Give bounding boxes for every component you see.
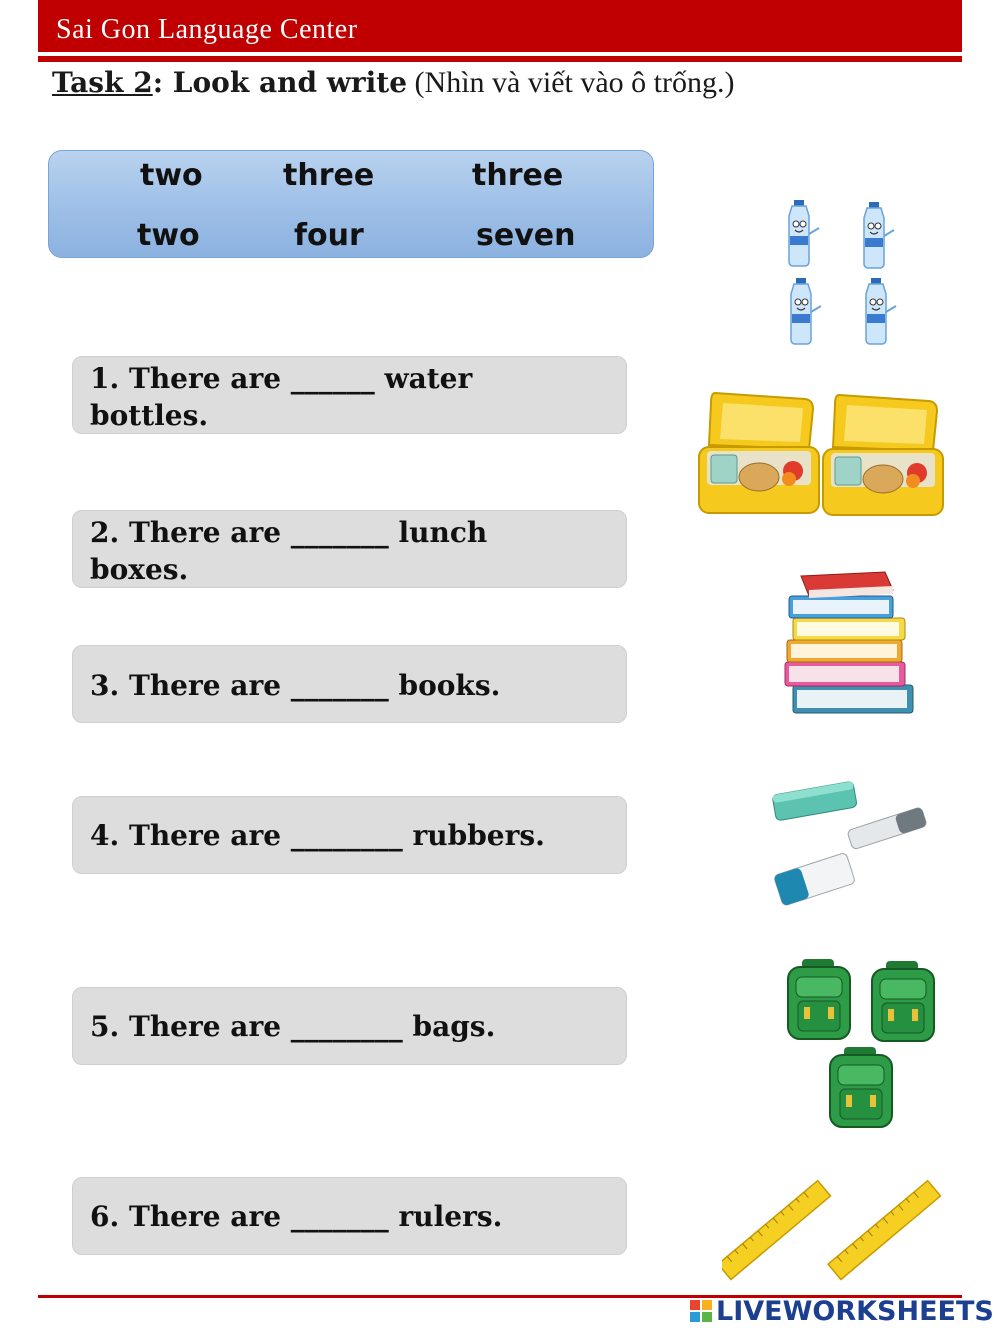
word-bank-item: two bbox=[140, 158, 203, 193]
word-bank-item: four bbox=[294, 218, 364, 253]
rulers-icon bbox=[722, 1172, 942, 1287]
header-divider bbox=[38, 56, 962, 62]
word-bank-item: two bbox=[137, 218, 200, 253]
question-1-line2: bottles. bbox=[90, 399, 209, 432]
task-title bbox=[52, 66, 734, 100]
lunch-boxes-icon bbox=[697, 385, 945, 520]
question-2-text bbox=[90, 514, 610, 588]
header-title: Sai Gon Language Center bbox=[56, 14, 358, 45]
word-bank-item: seven bbox=[476, 218, 576, 253]
question-2-line1: 2. There are _______ lunch bbox=[90, 516, 488, 549]
question-4-text: 4. There are ________ rubbers. bbox=[90, 819, 545, 852]
task-instruction: : Look and write bbox=[152, 66, 408, 99]
bags-icon bbox=[784, 955, 940, 1130]
question-2-line2: boxes. bbox=[90, 553, 189, 586]
liveworksheets-logo-icon bbox=[690, 1300, 712, 1322]
rubbers-icon bbox=[770, 778, 930, 913]
water-bottles-icon bbox=[785, 200, 925, 350]
word-bank-item: three bbox=[472, 158, 564, 193]
task-label: Task 2 bbox=[52, 66, 153, 99]
question-5-text: 5. There are ________ bags. bbox=[90, 1010, 496, 1043]
question-6-text: 6. There are _______ rulers. bbox=[90, 1200, 503, 1233]
question-1-line1: 1. There are ______ water bbox=[90, 362, 473, 395]
task-subtitle: (Nhìn và viết vào ô trống.) bbox=[407, 66, 735, 99]
question-3-text: 3. There are _______ books. bbox=[90, 669, 501, 702]
footer-brand[interactable]: LIVEWORKSHEETS bbox=[716, 1296, 994, 1327]
question-1-text bbox=[90, 360, 610, 434]
word-bank-item: three bbox=[283, 158, 375, 193]
books-icon bbox=[783, 570, 943, 720]
